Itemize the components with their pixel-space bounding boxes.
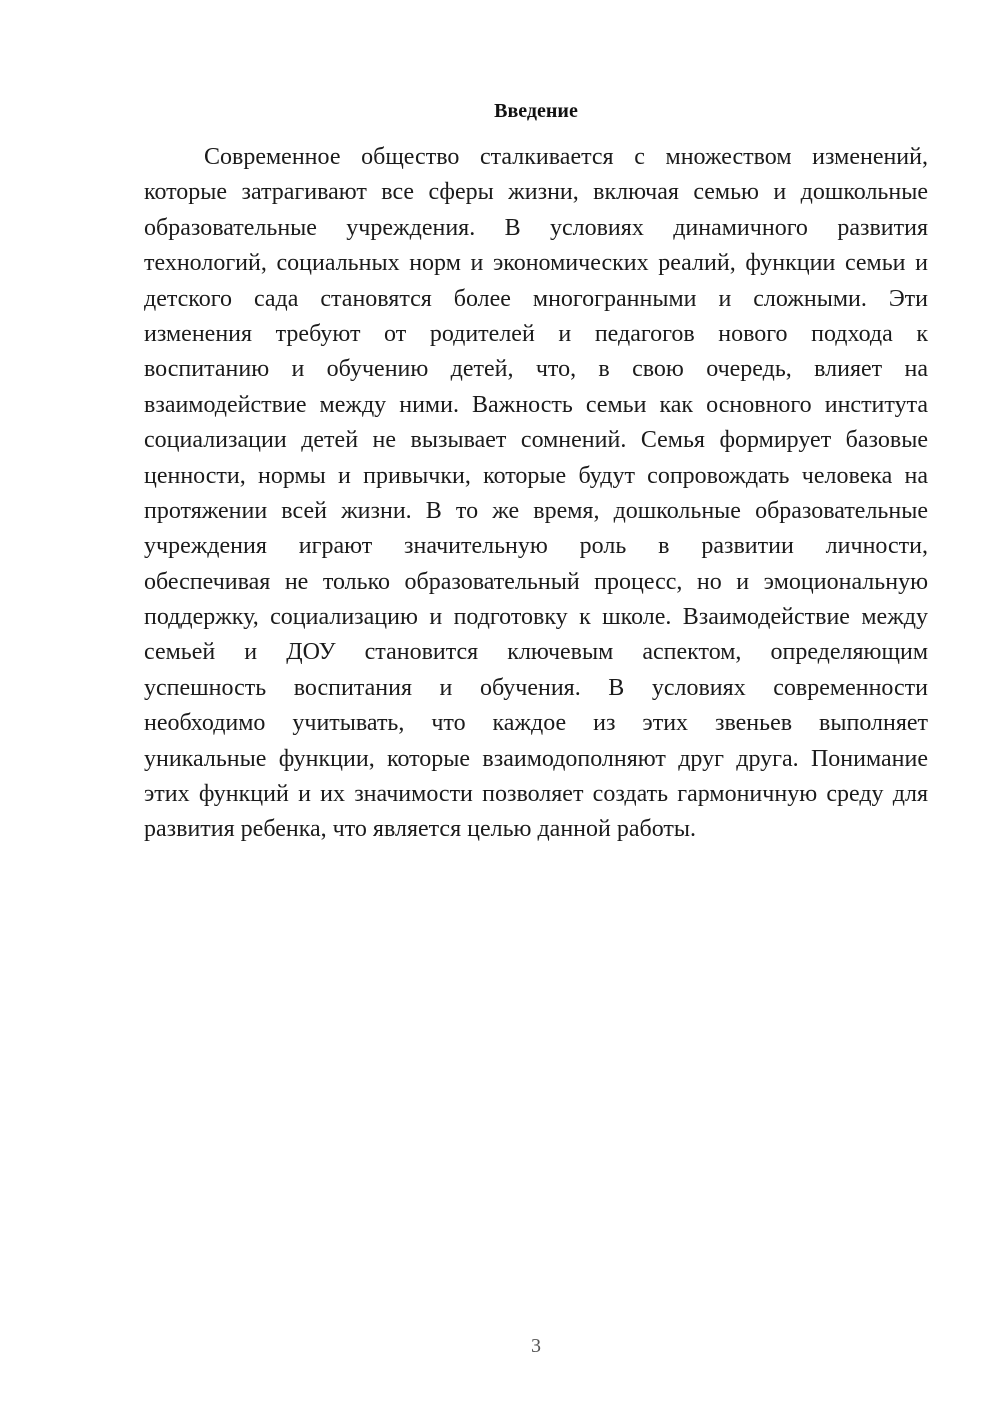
paragraph-line: детского сада становятся более многогранными и сложными. Эти [144,285,928,312]
paragraph-line: протяжении всей жизни. В то же время, дошкольные образовательные [144,497,928,524]
page-number: 3 [531,1335,541,1357]
paragraph-line: воспитанию и обучению детей, что, в свою очередь, влияет на [144,356,928,383]
paragraph-line: необходимо учитывать, что каждое из этих звеньев выполняет [144,710,928,737]
paragraph-line: уникальные функции, которые взаимодополняют друг друга. Понимание [144,745,928,772]
paragraph-line: Современное общество сталкивается с множеством изменений, [204,144,928,170]
paragraph-line: технологий, социальных норм и экономических реалий, функции семьи и [144,250,928,277]
paragraph-line: этих функций и их значимости позволяет создать гармоничную среду для [144,781,928,808]
paragraph-line: семьей и ДОУ становится ключевым аспектом, определяющим [144,639,928,666]
paragraph-line: поддержку, социализацию и подготовку к школе. Взаимодействие между [144,604,928,631]
paragraph-line: образовательные учреждения. В условиях динамичного развития [144,214,928,241]
paragraph-line: взаимодействие между ними. Важность семьи как основного института [144,391,928,418]
paragraph-line: успешность воспитания и обучения. В условиях современности [144,674,928,701]
section-heading: Введение [494,100,578,122]
paragraph-line: изменения требуют от родителей и педагогов нового подхода к [144,320,928,347]
paragraph-line: ценности, нормы и привычки, которые будут сопровождать человека на [144,462,928,489]
paragraph-line: развития ребенка, что является целью данной работы. [144,816,697,843]
paragraph-line: учреждения играют значительную роль в развитии личности, [144,533,928,560]
paragraph-line: обеспечивая не только образовательный процесс, но и эмоциональную [144,568,928,595]
paragraph-line: социализации детей не вызывает сомнений. Семья формирует базовые [144,427,928,454]
paragraph-line: которые затрагивают все сферы жизни, включая семью и дошкольные [144,179,928,206]
body-paragraph [144,140,928,848]
